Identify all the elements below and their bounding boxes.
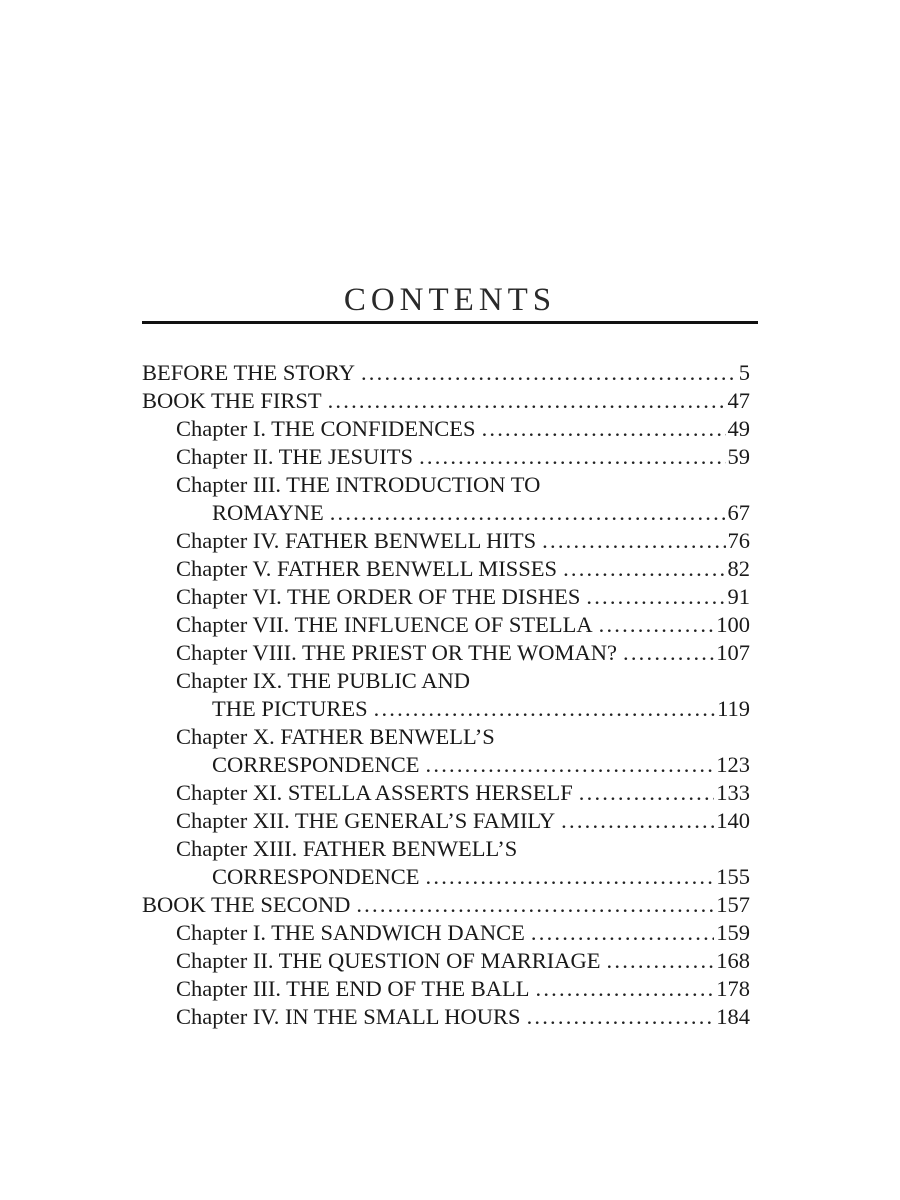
toc-entry-title: Chapter XI. STELLA ASSERTS HERSELF — [176, 780, 573, 805]
toc-entry-page-number: 178 — [716, 976, 750, 1001]
dot-leader — [623, 639, 714, 667]
toc-entry — [142, 891, 750, 919]
toc-entry — [142, 443, 750, 471]
toc-entry-page-number: 157 — [716, 892, 750, 917]
toc-entry — [142, 807, 750, 835]
toc-entry-title: ROMAYNE — [212, 500, 324, 525]
toc-entry-title: Chapter XII. THE GENERAL’S FAMILY — [176, 808, 556, 833]
toc-entry-title: BOOK THE FIRST — [142, 388, 322, 413]
toc-entry-page-number: 168 — [716, 948, 750, 973]
toc-entry — [142, 835, 750, 863]
toc-entry — [142, 387, 750, 415]
toc-entry — [142, 751, 750, 779]
toc-entry-title: Chapter IV. IN THE SMALL HOURS — [176, 1004, 521, 1029]
toc-entry-page-number: 159 — [716, 920, 750, 945]
toc-entry — [142, 639, 750, 667]
toc-entry — [142, 1003, 750, 1031]
toc-entry — [142, 415, 750, 443]
toc-entry-page-number: 155 — [716, 864, 750, 889]
dot-leader — [563, 555, 725, 583]
toc-entry-page-number: 47 — [727, 388, 750, 413]
toc-entry — [142, 723, 750, 751]
toc-entry — [142, 499, 750, 527]
dot-leader — [599, 611, 715, 639]
dot-leader — [330, 499, 726, 527]
dot-leader — [426, 751, 715, 779]
toc-entry-page-number: 5 — [738, 360, 750, 385]
page-title: CONTENTS — [343, 282, 557, 319]
toc-entry — [142, 779, 750, 807]
dot-leader — [579, 779, 714, 807]
toc-entry-title: Chapter V. FATHER BENWELL MISSES — [176, 556, 558, 581]
dot-leader — [419, 443, 725, 471]
toc-entry — [142, 947, 750, 975]
toc-entry-title: Chapter III. THE INTRODUCTION TO — [176, 472, 541, 497]
toc-entry-title: Chapter XIII. FATHER BENWELL’S — [176, 836, 518, 861]
toc-entry-title: Chapter III. THE END OF THE BALL — [176, 976, 530, 1001]
toc-entry-title: THE PICTURES — [212, 696, 368, 721]
toc-entry — [142, 975, 750, 1003]
title-rule — [142, 321, 758, 324]
toc-entry-page-number: 67 — [727, 500, 750, 525]
table-of-contents — [142, 359, 750, 1031]
toc-entry — [142, 695, 750, 723]
toc-entry — [142, 863, 750, 891]
toc-entry — [142, 555, 750, 583]
toc-entry — [142, 359, 750, 387]
toc-entry-page-number: 76 — [727, 528, 750, 553]
dot-leader — [361, 359, 737, 387]
toc-entry-page-number: 184 — [716, 1004, 750, 1029]
toc-entry-title: Chapter I. THE SANDWICH DANCE — [176, 920, 525, 945]
toc-entry-title: Chapter I. THE CONFIDENCES — [176, 416, 476, 441]
dot-leader — [542, 527, 725, 555]
toc-entry-page-number: 82 — [727, 556, 750, 581]
toc-entry-page-number: 49 — [727, 416, 750, 441]
toc-entry-page-number: 133 — [716, 780, 750, 805]
toc-entry-page-number: 107 — [716, 640, 750, 665]
toc-entry-title: Chapter VI. THE ORDER OF THE DISHES — [176, 584, 581, 609]
toc-entry — [142, 527, 750, 555]
dot-leader — [374, 695, 715, 723]
dot-leader — [536, 975, 715, 1003]
toc-entry-page-number: 59 — [727, 444, 750, 469]
toc-entry-title: BEFORE THE STORY — [142, 360, 355, 385]
toc-entry-title: Chapter X. FATHER BENWELL’S — [176, 724, 495, 749]
dot-leader — [561, 807, 714, 835]
toc-entry — [142, 667, 750, 695]
toc-entry-title: Chapter II. THE QUESTION OF MARRIAGE — [176, 948, 601, 973]
toc-entry — [142, 611, 750, 639]
dot-leader — [426, 863, 715, 891]
dot-leader — [482, 415, 726, 443]
toc-entry-title: CORRESPONDENCE — [212, 752, 420, 777]
dot-leader — [531, 919, 714, 947]
dot-leader — [586, 583, 725, 611]
toc-entry-page-number: 140 — [716, 808, 750, 833]
toc-entry-title: Chapter IX. THE PUBLIC AND — [176, 668, 470, 693]
toc-entry-title: Chapter VIII. THE PRIEST OR THE WOMAN? — [176, 640, 618, 665]
dot-leader — [607, 947, 715, 975]
toc-entry-page-number: 91 — [727, 584, 750, 609]
toc-entry — [142, 471, 750, 499]
toc-entry-title: BOOK THE SECOND — [142, 892, 351, 917]
dot-leader — [356, 891, 714, 919]
toc-entry — [142, 919, 750, 947]
toc-entry-title: Chapter IV. FATHER BENWELL HITS — [176, 528, 537, 553]
dot-leader — [527, 1003, 715, 1031]
toc-entry-title: CORRESPONDENCE — [212, 864, 420, 889]
toc-entry — [142, 583, 750, 611]
toc-entry-page-number: 123 — [716, 752, 750, 777]
toc-entry-title: Chapter II. THE JESUITS — [176, 444, 414, 469]
toc-entry-page-number: 100 — [716, 612, 750, 637]
toc-entry-title: Chapter VII. THE INFLUENCE OF STELLA — [176, 612, 593, 637]
dot-leader — [328, 387, 726, 415]
toc-entry-page-number: 119 — [717, 696, 750, 721]
